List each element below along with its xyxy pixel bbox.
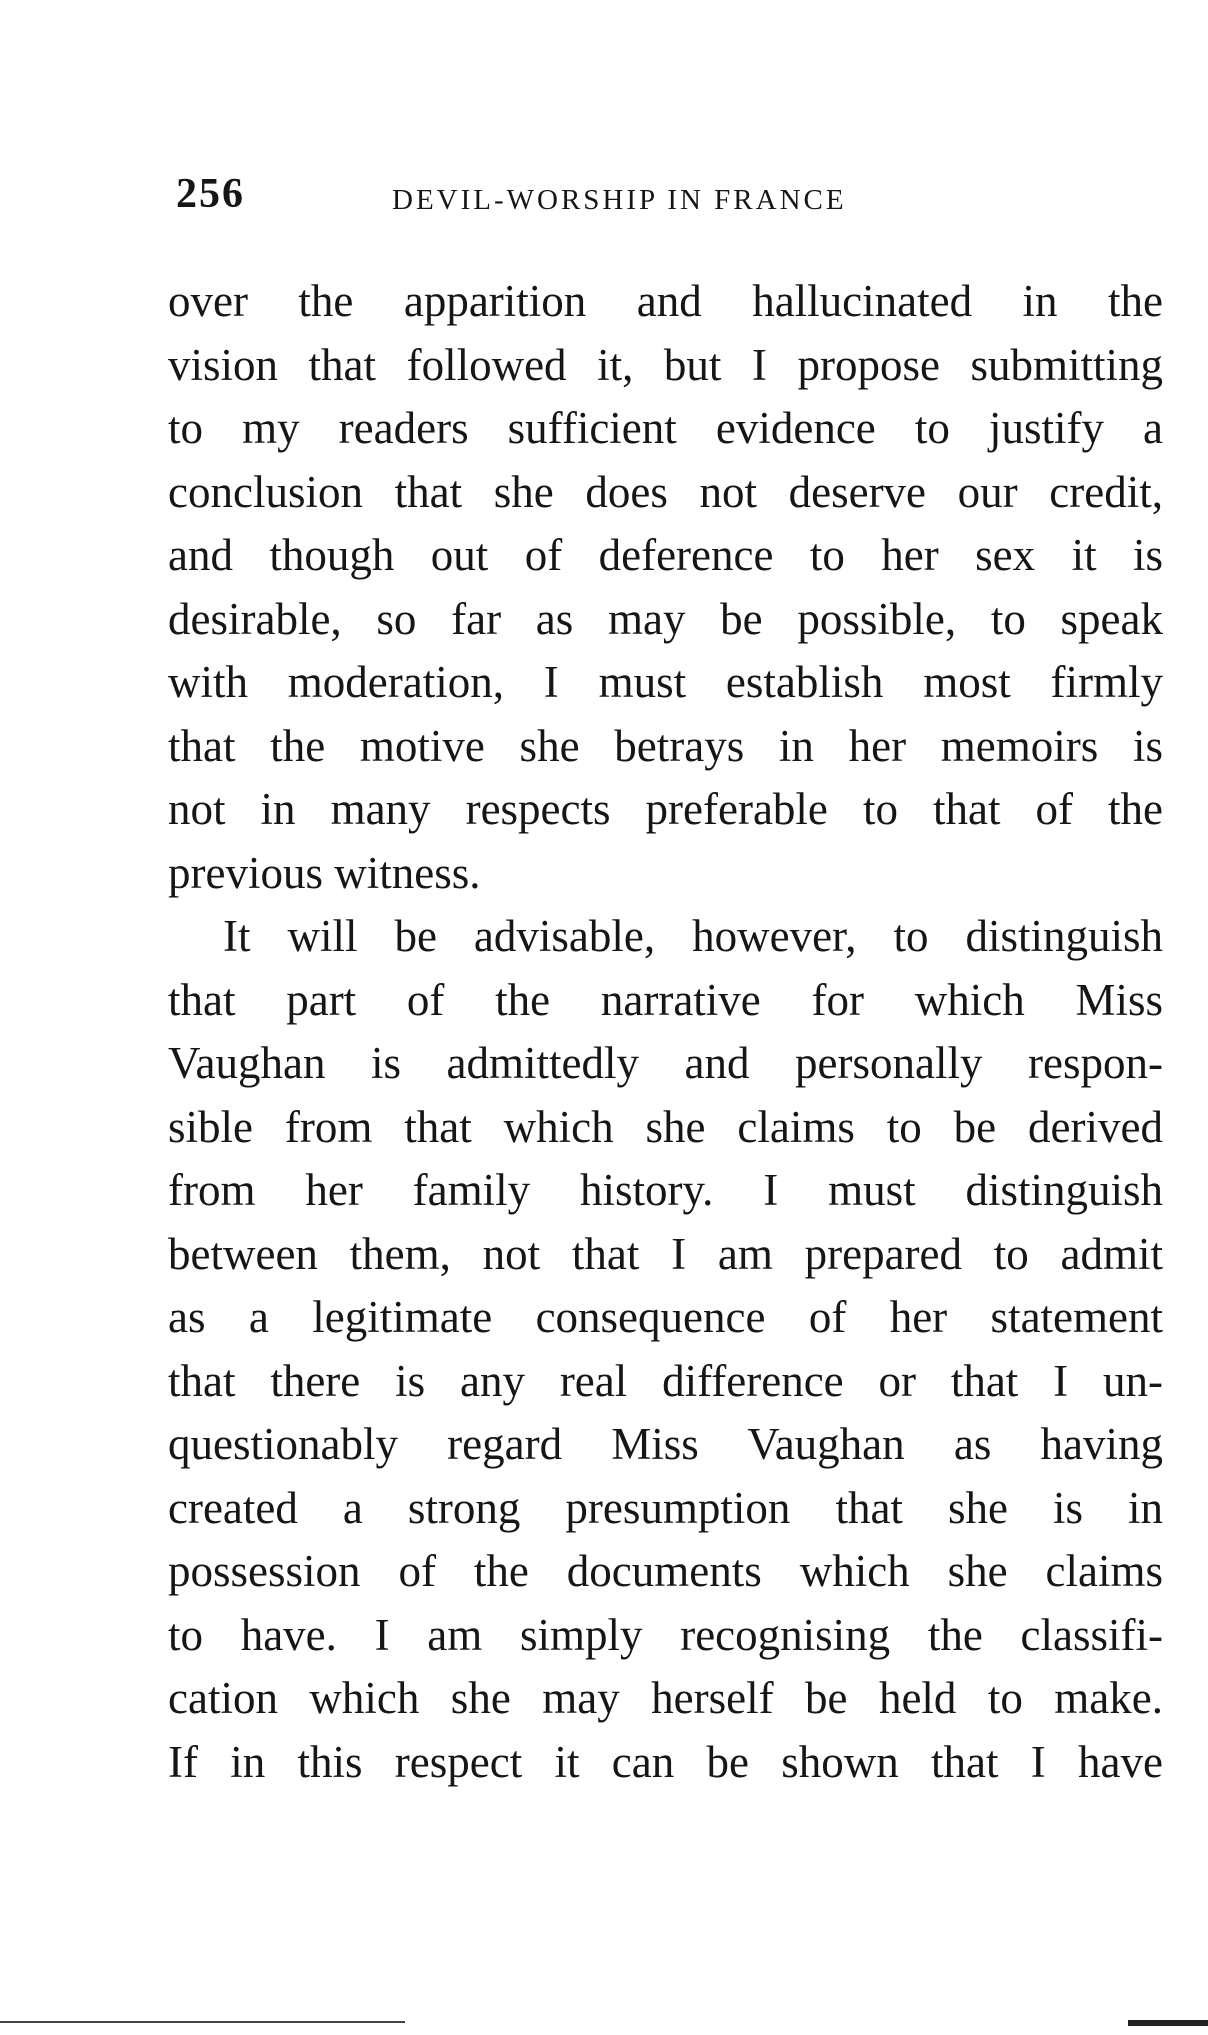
running-title: DEVIL-WORSHIP IN FRANCE <box>392 184 847 216</box>
text-line: to have. I am simply recognising the classifi- <box>168 1609 1163 1660</box>
text-line: cation which she may herself be held to make. <box>168 1673 1163 1723</box>
text-line: between them, not that I am prepared to admit <box>168 1228 1163 1279</box>
text-line: that part of the narrative for which Miss <box>168 974 1163 1025</box>
text-line: created a strong presumption that she is in <box>168 1482 1163 1533</box>
text-line: from her family history. I must distinguish <box>168 1165 1163 1215</box>
body-text <box>168 270 1163 1794</box>
running-head <box>0 170 1208 230</box>
text-line: as a legitimate consequence of her statement <box>168 1292 1163 1342</box>
text-line: If in this respect it can be shown that I have <box>168 1736 1163 1787</box>
text-line: possession of the documents which she claims <box>168 1546 1163 1596</box>
text-line: It will be advisable, however, to distinguish <box>223 911 1163 961</box>
text-line: not in many respects preferable to that of the <box>168 784 1163 834</box>
text-line: and though out of deference to her sex it is <box>168 530 1163 580</box>
bottom-rule-left <box>0 2021 405 2023</box>
text-line: sible from that which she claims to be derived <box>168 1101 1163 1152</box>
page-number: 256 <box>176 171 245 217</box>
text-line: desirable, so far as may be possible, to speak <box>168 593 1163 644</box>
paragraph-1 <box>168 270 1163 905</box>
text-line: previous witness. <box>168 847 481 898</box>
text-line: that the motive she betrays in her memoirs is <box>168 720 1163 771</box>
text-line: with moderation, I must establish most firmly <box>168 657 1163 707</box>
text-line: questionably regard Miss Vaughan as having <box>168 1419 1163 1469</box>
text-line: to my readers sufficient evidence to justify a <box>168 403 1163 453</box>
text-line: conclusion that she does not deserve our credit, <box>168 466 1163 517</box>
text-line: that there is any real difference or that I un- <box>168 1355 1163 1406</box>
text-line: Vaughan is admittedly and personally respon- <box>168 1038 1163 1088</box>
text-line: over the apparition and hallucinated in the <box>168 276 1163 326</box>
paragraph-2 <box>168 905 1163 1794</box>
text-line: vision that followed it, but I propose submitting <box>168 339 1163 390</box>
bottom-rule-right <box>1128 2020 1208 2026</box>
